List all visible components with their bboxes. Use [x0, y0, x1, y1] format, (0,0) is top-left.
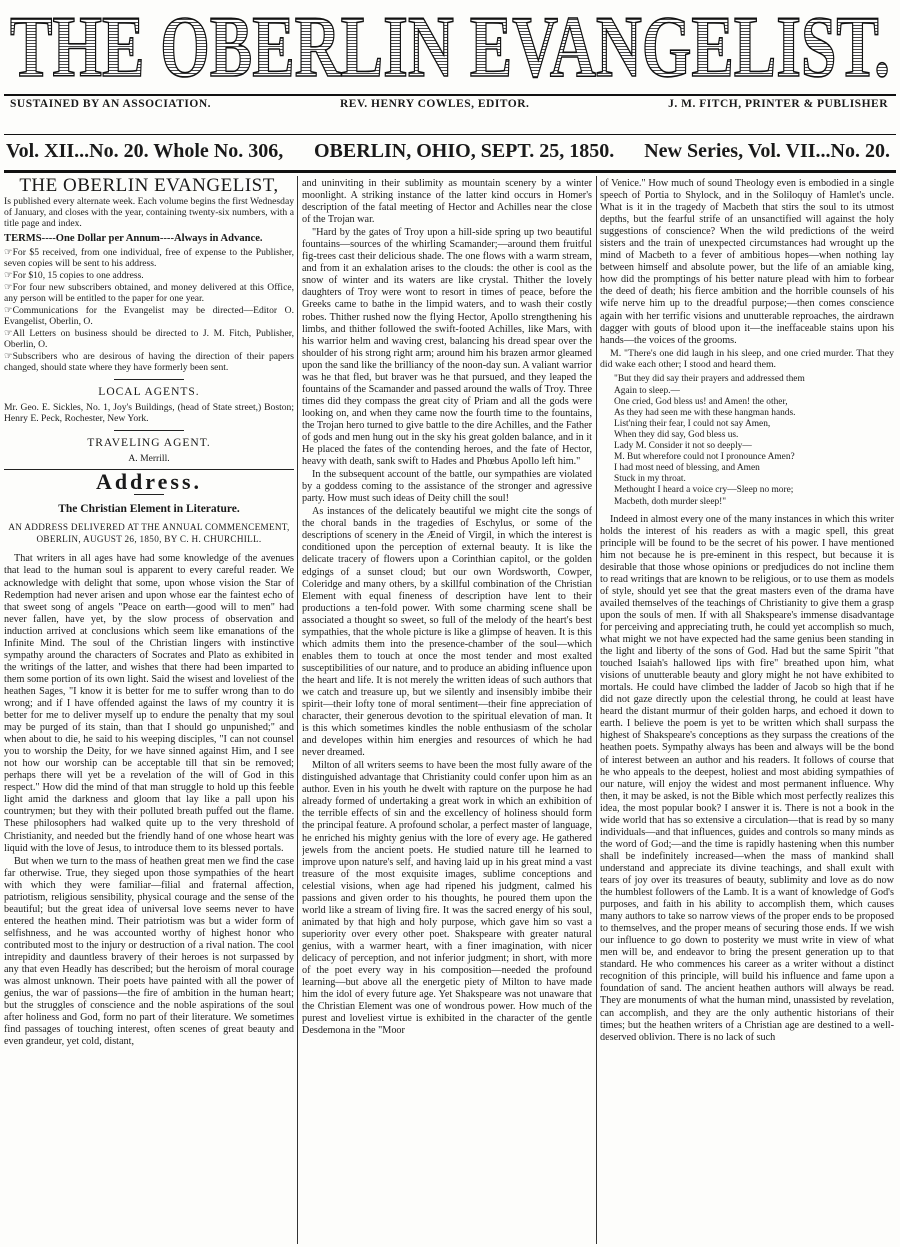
subhead: [4, 98, 896, 114]
article-paragraph: In the subsequent account of the battle, our sympathies are violated by a goddess coming to the assistance of the stronger and agressive party. How must such ideas of Deity chill the soul!: [302, 469, 592, 505]
article-title: The Christian Element in Literature.: [58, 503, 240, 516]
article-paragraph: Indeed in almost every one of the many instances in which this writer holds the interest of his readers as with a magic spell, this great principle will be found to be the secret of his power. I have mentioned him not because he is pre-eminent in this respect, but because it is desirable that those whose opinions or predjudices do not incline them to read writings that are known to be religious, or to use them as models of style, should yet see that the great masters even of the drama have availed themselves of the teachings of Christianity to give them a grasp upon the souls of men. If with all Shakspeare's immense disadvantage for perceiving and appreciating truth, he could yet accomplish so much, what might we not have expected had the same genius been standing in the light and liberty of the sons of God. Had but the same Spirit "that touched Isaiah's hallowed lips with fire" breathed upon him, what visions of unutterable beauty and glory might he not have exhibited to mortals. He could have climbed the ladder of Jacob so high that if he did not gaze directly upon the celestial throng, he could at least have heard the distant murmur of their golden harps, and echoed it down to earth. I believe the poem is yet to be written which shall surpass the highest of Shakspeare's conceptions as they surpass the creations of the heathen poets. Sympathy always has been and always will be the bond of interest between an author and his readers. It follows of course that he who appeals to the deepest, holiest and most abiding sympathies of our nature, will enjoy the widest and most permanent influence. Why then, it may be asked, is not the Bible which most perfectly realizes this idea, the most popular book? I answer it is. There is not a book in the wide world that has so extensive a circulation—that is read by so many individuals—and that influences, guides and controls so many minds as the word of God;—and the time is rapidly hastening when this number shall be indefinitely increased—when the mass of mankind shall understand and appreciate its divine teachings, and shall exult with tears of joy over its treasures of beauty, sublimity and love as do now the humblest followers of the Lamb. It is a want of knowledge of God's purposes, and faith in his ability to accomplish them, which causes many authors to take so narrow views of the proper ends to be proposed to themselves, and the proper means of securing those ends. If we wish our influence to go down to posterity we must write in view of what men will be, and endeavor to bring the present generation up to that standard. He who commences his career as a writer without a distinct recognition of this principle, will build his influence and fame upon a foundation of sand. The ancient heathen authors will always be read. They are monuments of what the human mind, unassisted by revelation, can accomplish, and they are the only authentic historians of their times; but the heathen writers of a Christian age are destined to a well-deserved oblivion. There is no lack of such: [600, 513, 894, 1043]
verse-line: One cried, God bless us! and Amen! the other,: [614, 396, 788, 407]
dateline-rule: [4, 170, 896, 173]
quoted-speech: M. "There's one did laugh in his sleep, and one cried murder. That they did wake each other; I stood and heard them.: [600, 347, 894, 371]
column-divider: [596, 176, 597, 1244]
column-3: [600, 178, 894, 1244]
volume-number: Vol. XII...No. 20. Whole No. 306,: [6, 140, 284, 162]
masthead: [0, 0, 900, 95]
column-1: [4, 178, 294, 1244]
verse-line: Methought I heard a voice cry—Sleep no more;: [614, 485, 794, 496]
article-paragraph: and uninviting in their sublimity as mountain scenery by a winter moonlight. A striking instance of the latter kind occurs in Homer's description of the fatal meeting of Hector and Achilles near the close of the Trojan war.: [302, 178, 592, 226]
article-paragraph: That writers in all ages have had some knowledge of the avenues that lead to the human soul is apparent to every careful reader. We acknowledge with delight that some, upon whose vision the Star of Redemption had never arisen and upon whose ear the faintest echo of that sweet song of angels "Peace on earth—good will to men" had never fallen, have yet, by the slow process of observation and induction arrived at conclusions which seem like emanations of the Infinite Mind. The soul of the Christian lingers with instinctive sympathy around the characters of Socrates and Plato as exhibited in the writings of the latter, and wishes that there had been imparted to them some portion of its own light. Said the wisest and loveliest of the heathen Sages, "I know it is better for me to suffer wrong than to do wrong; and if I have offended against the laws of my country it is better for me to deliver myself up to endure the penalty that my soul may be purged of its stain, than that I should go unpunished;" and when about to die, he said to his weeping disciples, "I can not counsel you to worship the Deity, for we have sinned against Him, and I see not how our worship can be acceptable till that sin be removed; perhaps there will yet be a revelation of the will of God in this respect." How did the mind of that man struggle to hold up this feeble light amid the darkness and gloom that lay like a pall upon his countrymen; but they with their polluted breath puffed out the flame. These philosophers had walked quite up to the very threshold of Christianity, and needed but the friendly hand of one whose heart was liquid with the love of Jesus, to introduce them to its blessed portals.: [4, 553, 294, 854]
traveling-agent-heading: TRAVELING AGENT.: [87, 437, 211, 450]
publication-info: Is published every alternate week. Each volume begins the first Wednesday of January, and closes with the year, containing twenty-six numbers, with a title page and index.: [4, 196, 294, 230]
issue-date: OBERLIN, OHIO, SEPT. 25, 1850.: [314, 140, 615, 162]
verse-line: Again to sleep.—: [614, 385, 680, 396]
address-heading: Address.: [95, 469, 203, 495]
verse-line: Stuck in my throat.: [614, 474, 686, 485]
verse-line: I had most need of blessing, and Amen: [614, 463, 760, 474]
local-agents-text: Mr. Geo. E. Sickles, No. 1, Joy's Buildings, (head of State street,) Boston; Henry E. Peck, Rochester, New York.: [4, 402, 294, 425]
article-paragraph: Milton of all writers seems to have been the most fully aware of the distinguished advantage that Christianity could confer upon him as an author. Even in his youth he dwelt with rapture on the purpose he had already formed of undertaking a great work in which an exhibition of the terrible effects of sin and the excellency of holiness should form the principal feature. A profound scholar, a perfect master of language, he enriched his mighty genius with the lore of every age. He gathered jewels from the ancient poets. He studied nature till he learned to improve upon nature's self, and having laid up in his great mind a vast treasure of the most exquisite images, sublime conceptions and celestial visions, when age had ripened his judgment, calmed his passions and given order to his thoughts, he poured them upon the world like a stream of living fire. It was the sacred energy of his soul, animated by that high and holy purpose, which gave him so vast a superiority over every other poet. Shakspeare with greater natural genius, with a warmer heart, with a finer imagination, with nicer delicacy of perception, and not inferior judgment; in short, with more of the poet every way in his composition—needed the profound learning—but above all the energetic piety of Milton to have made him the idol of every future age. Yet Shakspeare was not unaware that the Christian Element was one of wondrous power. How much of the purest and loveliest virtue is exhibited in the character of the gentle Desdemona in the "Moor: [302, 760, 592, 1037]
publisher-label: J. M. FITCH, PRINTER & PUBLISHER: [668, 98, 888, 110]
verse-line: When they did say, God bless us.: [614, 429, 739, 440]
article-paragraph: As instances of the delicately beautiful we might cite the songs of the choral bands in the tragedies of Eschylus, or some of the descriptions of scenery in the Æneid of Virgil, in which the interest is conditioned upon the perception of external beauty. It is like the delicate tracery of flowers upon a Corinthian capitol, or the golden edgings of a sunset cloud; but our own Wordsworth, Cowper, Coleridge and many others, by a skillful combination of the Christian Element with equal fineness of description have lent to their productions a ten-fold power. With some charming scene shall be associated a thought so sweet, so full of the melody of the heart's best sympathies, that the whole picture is like a glimpse of heaven. It is this which admits them into the presence-chamber of the soul—which enables them to touch at once the most tender and most exalted susceptibilities of our nature, and to produce an abiding influence upon the heart and life. It is not merely the written ideas of such authors that we catch and treasure up, but we silently and insensibly imbibe their spirit—their lofty tone of moral sentiment—their fine appreciation of character, their generous devotion to the spiritual elevation of man. It is this which sometimes kindles the noble enthusiasm of the scholar and developes within him energies and resources of which he had never dreamed.: [302, 506, 592, 759]
editor-label: REV. HENRY COWLES, EDITOR.: [340, 98, 530, 110]
terms-item: ☞Communications for the Evangelist may be directed—Editor O. Evangelist, Oberlin, O.: [4, 305, 294, 328]
verse-quote: [614, 374, 894, 507]
verse-line: As they had seen me with these hangman hands.: [614, 407, 796, 418]
verse-line: Macbeth, doth murder sleep!": [614, 496, 727, 507]
series-number: New Series, Vol. VII...No. 20.: [644, 140, 890, 162]
article-paragraph: "Hard by the gates of Troy upon a hill-side spring up two beautiful fountains—sources of the whirling Scamander;—around them fruitful fig-trees cast their delicious shade. The one flows with a warm stream, and from it an exhalation arises to the clouds: the other is cool as the snow of winter and its waters are like crystal. Thither the lovely daughters of Troy were wont to resort in times of peace, before the Greeks came to bathe in the limpid waters, and to wash their costly robes. Thither rushed now the flying Hector, Apollo strengthening his limbs, and thither followed the swift-footed Achilles, like Mars, with his warrior helm and waving crest, balancing his dread spear over the shoulder of his strong right arm; around him his brazen armor gleamed upon the sand like the brilliancy of the noon-day sun. A valiant warrior was he that fled, but braver was he that pursued, and they leaped the fountains of the Scamander and passed around the walls of Troy. Three times did they compass the great city of Priam and all the gods were looking on, and when they came now the fourth time to the fountains, the Trojan hero turned to give battle to the dire Achilles, and the Father of gods and men hung out in the sky his great golden balance, and in it He placed the fates of the contending heroes, and the fate of Hector, heavy with death, sank swift to Hades and Phœbus Apollo left him.": [302, 227, 592, 468]
article-paragraph: of Venice." How much of sound Theology even is embodied in a single speech of Portia to Shylock, and in the Soliloquy of Hamlet's uncle. What is it in the tragedy of Macbeth that stirs the soul to its utmost depths, but the fearful strife of an unsanctified will against the holy suggestions of conscience? When the wild predictions of the weird sisters and the train of unexpected circumstances had wrought up the mind of Macbeth to a fever of ambitious hopes—when nothing lay between himself and absolute power, but the life of an amiable king, how did the promptings of his better nature plead with him to forbear the deed of death; his fierce ambition and the horrible counsels of his wife nerve him up to the dreadful purpose;—then comes conscience again with her terrific visions and unutterable reproaches, the airdrawn dagger with gouts of blood upon it—the ineffaceable stains upon his hands—the voices of the grooms.: [600, 178, 894, 346]
association-label: SUSTAINED BY AN ASSOCIATION.: [10, 98, 212, 110]
article-paragraph: But when we turn to the mass of heathen great men we find the case far otherwise. True, they sieged upon those sympathies of the heart with which they were familiar—filial and fraternal affection, patriotism, religious sensibility, physical courage and the sense of the beautiful; but the great idea of universal love seems never to have entered the heathen mind. Their patriotism was but a wider form of selfishness, and he was accounted worthy of highest honor who contributed most to the injury or destruction of a rival nation. The cool intrepidity and dauntless bravery of their heroes is not surpassed by any that even Headly has described; but the heroism of moral courage was almost unknown. Their poets have painted with all the power of genius, the war of passions—the fire of ambition in the human heart; but the struggles of conscience and the noble aspirations of the soul after holiness and God, form no part of their literature. We sometimes find passages of touching interest, often scenes of great beauty and even grandeur, yet cold, distant,: [4, 855, 294, 1048]
terms-item: ☞For $10, 15 copies to one address.: [4, 270, 144, 282]
subhead-rule: [4, 134, 896, 135]
terms-item: ☞All Letters on business should be directed to J. M. Fitch, Publisher, Oberlin, O.: [4, 328, 294, 351]
masthead-title: THE OBERLIN EVANGELIST.: [10, 0, 890, 95]
local-agents-heading: LOCAL AGENTS.: [98, 386, 200, 399]
divider: [134, 494, 164, 495]
masthead-svg: [0, 0, 900, 95]
terms-item: ☞Subscribers who are desirous of having the direction of their papers changed, should state where they have formerly been sent.: [4, 351, 294, 374]
top-rule: [4, 94, 896, 96]
column-divider: [297, 176, 298, 1244]
terms-heading: TERMS----One Dollar per Annum----Always in Advance.: [4, 233, 263, 245]
column-2: [302, 178, 592, 1244]
article-byline: AN ADDRESS DELIVERED AT THE ANNUAL COMMENCEMENT, OBERLIN, AUGUST 26, 1850, BY C. H. CHURCHILL.: [8, 522, 290, 545]
verse-line: Lady M. Consider it not so deeply—: [614, 441, 752, 452]
box-title: THE OBERLIN EVANGELIST,: [19, 178, 279, 196]
terms-item: ☞For $5 received, from one individual, free of expense to the Publisher, seven copies will be sent to his address.: [4, 247, 294, 270]
verse-line: M. But wherefore could not I pronounce Amen?: [614, 452, 795, 463]
verse-line: List'ning their fear, I could not say Amen,: [614, 418, 771, 429]
divider: [114, 430, 184, 431]
verse-line: "But they did say their prayers and addressed them: [614, 374, 805, 385]
divider: [114, 379, 184, 380]
traveling-agent-name: A. Merrill.: [128, 453, 170, 465]
dateline: [4, 140, 896, 166]
terms-item: ☞For four new subscribers obtained, and money delivered at this Office, any person will be entitled to the paper for one year.: [4, 282, 294, 305]
